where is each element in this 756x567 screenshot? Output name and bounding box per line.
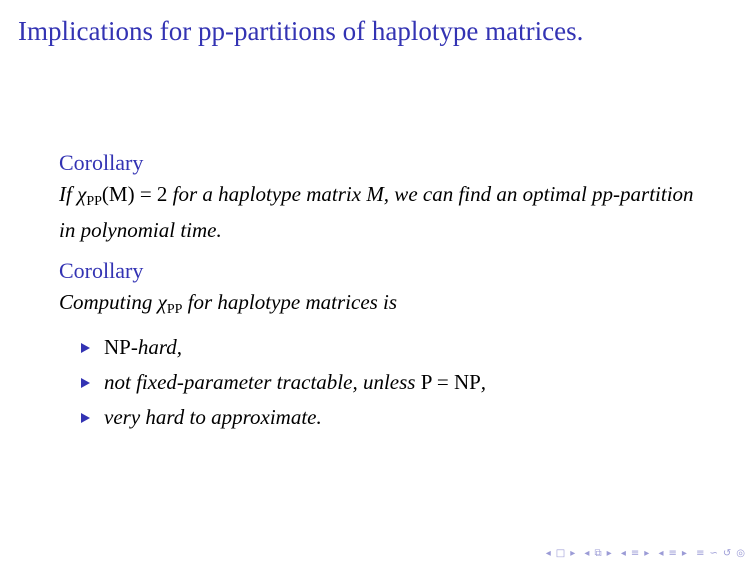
corollary-list [59,330,699,435]
corollary-title: Corollary [59,150,144,175]
nav-back-icon[interactable]: ↺ [722,548,733,559]
item-roman: P = NP [420,370,481,394]
nav-next-doc-icon[interactable]: ▸ [681,548,688,559]
nav-section-icon[interactable]: ≡ [630,548,641,559]
item-roman: NP [104,335,131,359]
nav-zoom-icon[interactable]: ◎ [736,548,746,559]
corollary-rest: for a haplotype matrix M, we can find an optimal pp-partition in polynomial time. [59,182,694,242]
nav-prev-section-icon[interactable]: ◂ [620,548,627,559]
nav-prev-frame-icon[interactable]: ◂ [545,548,552,559]
triangle-bullet-icon [81,413,90,423]
chi-subscript: PP [166,302,183,317]
list-item [59,400,699,435]
item-italic: not fixed-parameter tractable, unless [104,370,421,394]
nav-search-icon[interactable]: ∽ [709,548,719,559]
chi-symbol: χ [157,290,167,314]
chi-symbol: χ [77,182,87,206]
nav-next-subsection-icon[interactable]: ▸ [606,548,613,559]
corollary-pre: Computing [59,290,158,314]
corollary-block-1 [59,150,699,245]
chi-subscript: PP [86,194,102,209]
item-italic: -hard, [130,335,182,359]
nav-prev-subsection-icon[interactable]: ◂ [584,548,591,559]
triangle-bullet-icon [81,343,90,353]
corollary-if: If [59,182,78,206]
corollary-title: Corollary [59,258,144,283]
item-italic: very hard to approximate. [104,405,322,429]
list-item [59,365,699,400]
nav-next-frame-icon[interactable]: ▸ [570,548,577,559]
nav-next-section-icon[interactable]: ▸ [644,548,651,559]
beamer-navigation [542,548,746,559]
frame-title: Implications for pp-partitions of haplotype matrices. [18,16,584,46]
nav-toc-icon[interactable]: ≡ [696,548,706,559]
nav-subsection-icon[interactable]: ⧉ [594,548,603,559]
item-tail: , [480,370,487,394]
chi-argument: (M) = 2 [101,182,168,206]
nav-prev-doc-icon[interactable]: ◂ [658,548,665,559]
triangle-bullet-icon [81,378,90,388]
corollary-post: for haplotype matrices is [182,290,398,314]
nav-doc-icon[interactable]: ≡ [668,548,678,559]
corollary-body [59,288,699,324]
nav-frame-icon[interactable]: □ [555,548,567,559]
list-item [59,330,699,365]
corollary-body [59,180,699,245]
corollary-block-2 [59,258,699,435]
